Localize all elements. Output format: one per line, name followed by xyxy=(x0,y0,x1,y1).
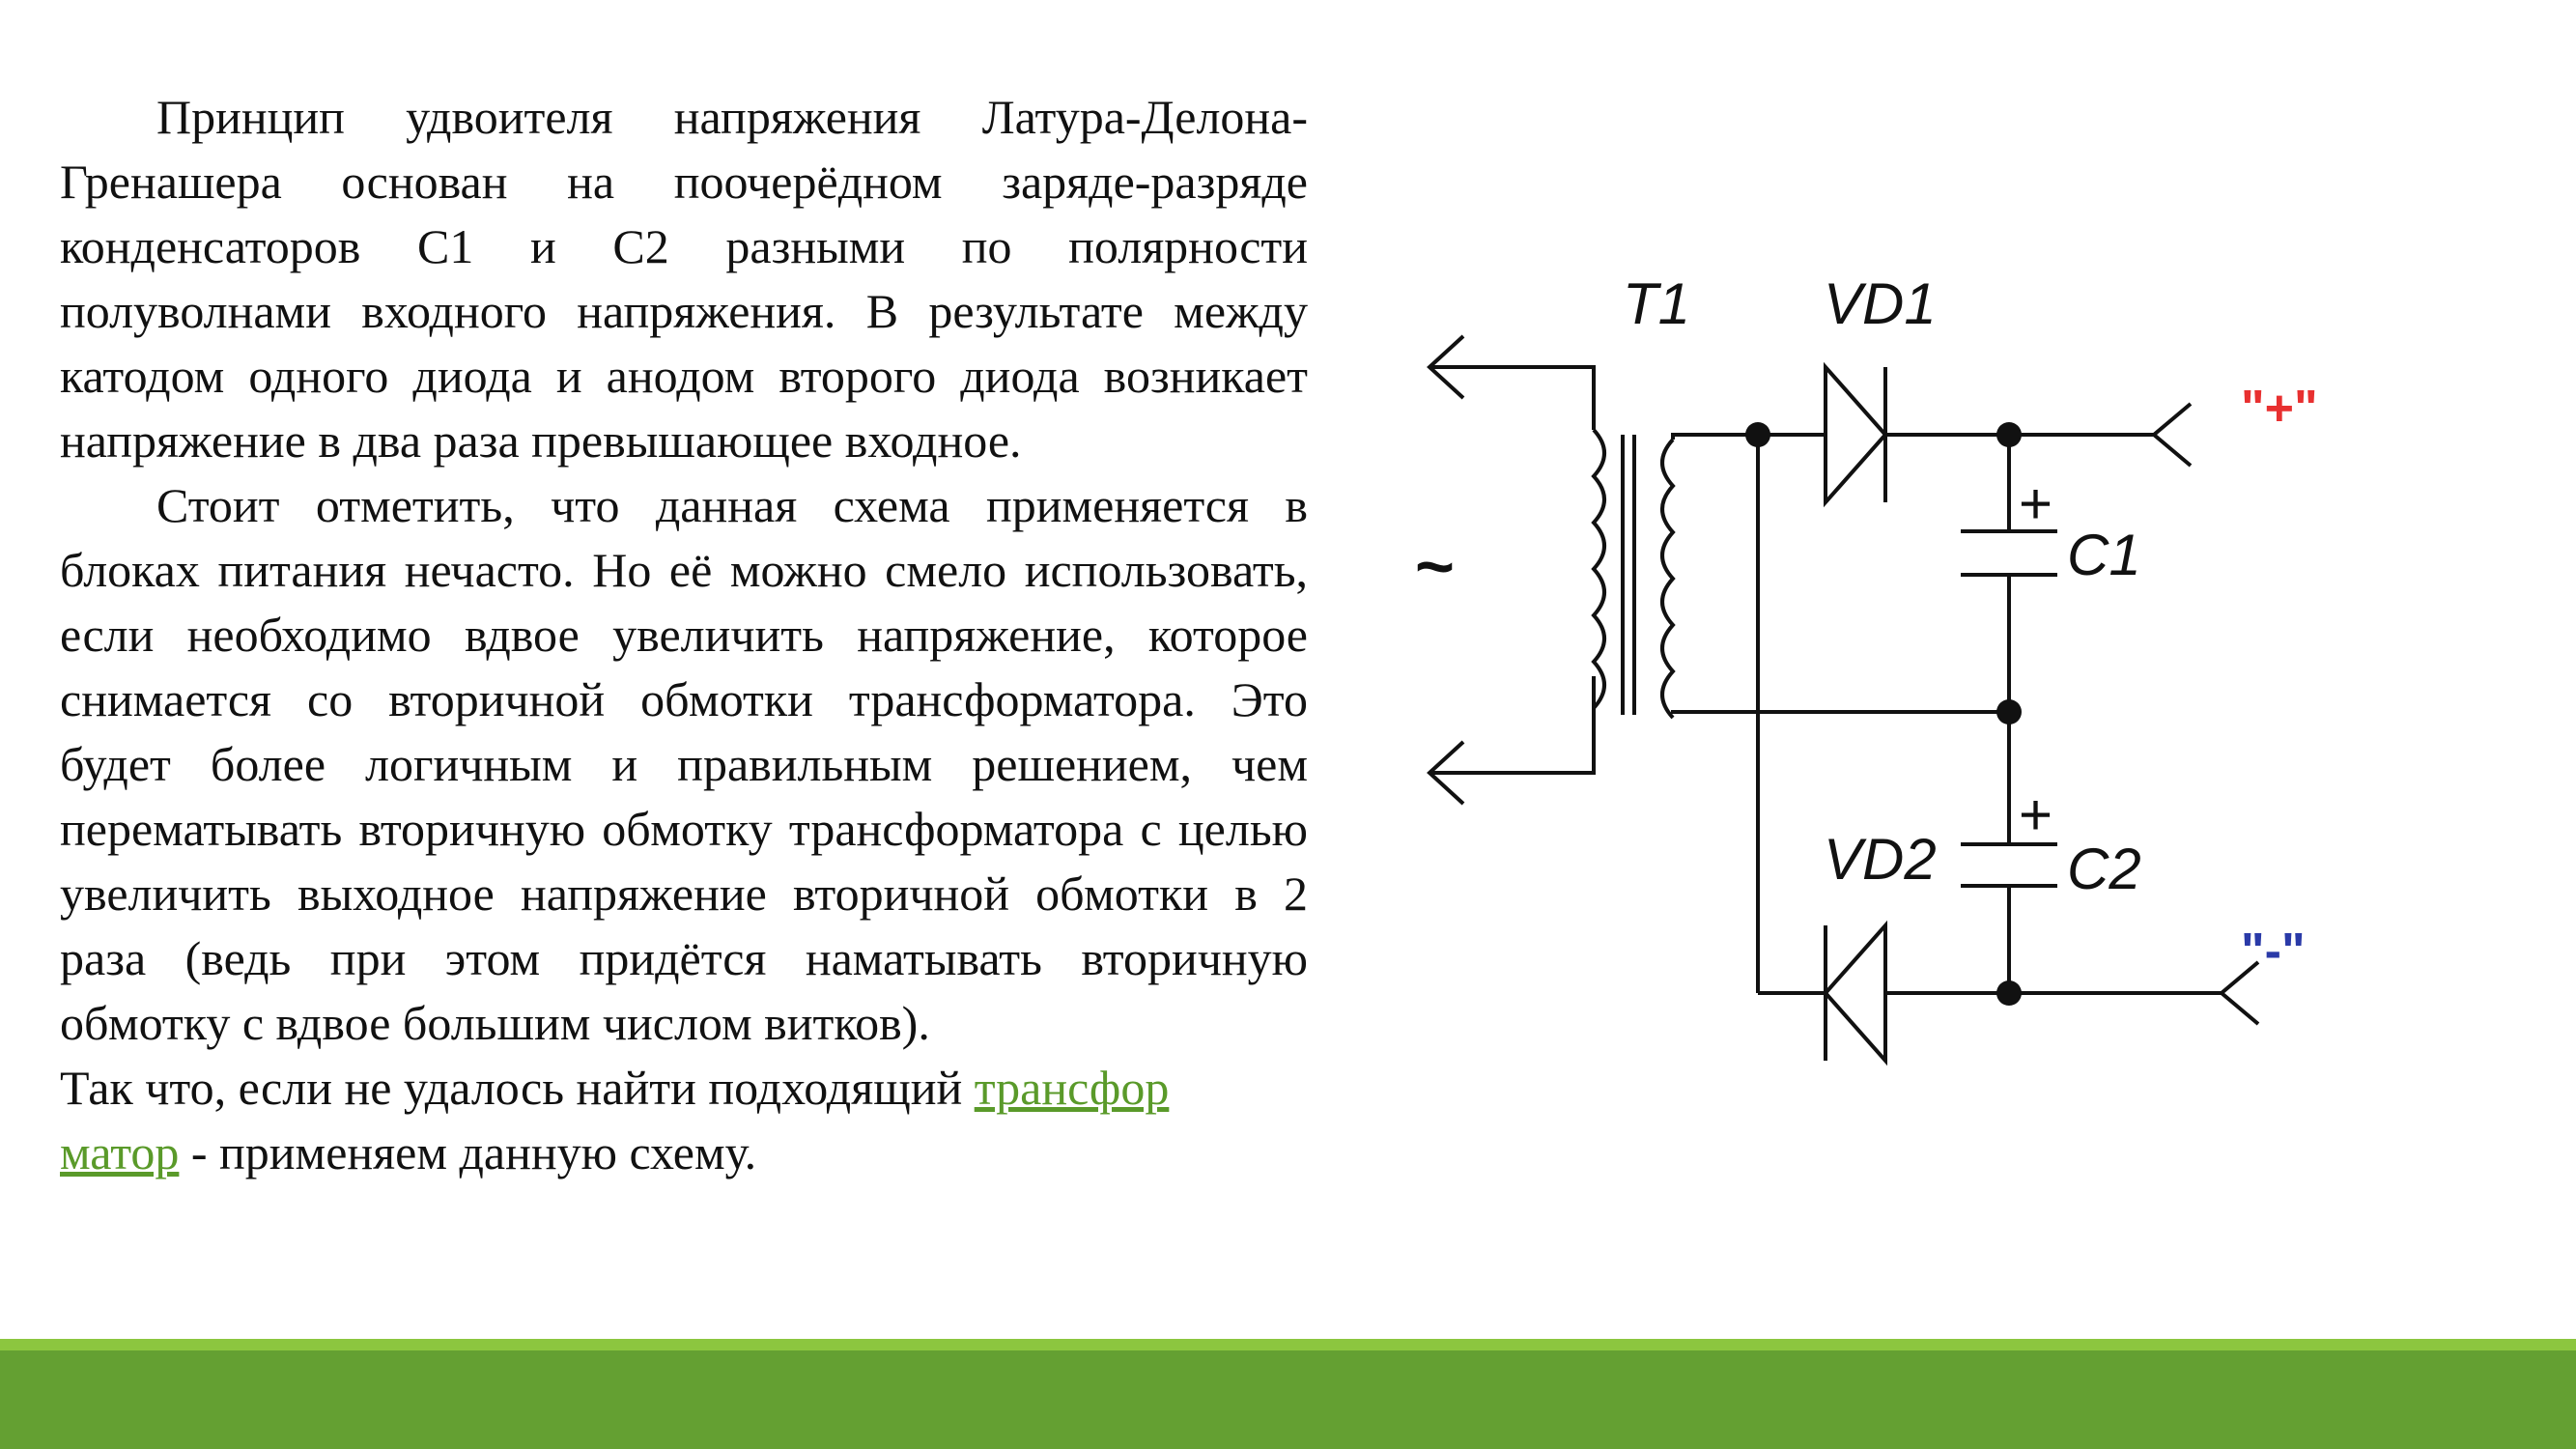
junction-dot xyxy=(1996,422,2022,447)
junction-dot xyxy=(1745,422,1770,447)
voltage-doubler-schematic xyxy=(1391,242,2453,1111)
capacitor-c2-icon xyxy=(1961,844,2057,886)
capacitor-c1-icon xyxy=(1961,531,2057,575)
junction-dot xyxy=(1996,980,2022,1006)
capacitor-c1-label: C1 xyxy=(2067,523,2141,587)
input-ac-symbol: ~ xyxy=(1415,528,1455,604)
diode-vd2-icon xyxy=(1826,925,1885,1061)
paragraph-usage: Стоит отметить, что данная схема применяется в блоках питания нечасто. Но её можно смело использовать, если необходимо вдвое увеличить напряжение, которое снимается со вторичной обмотки трансформатора. Это будет более логичным и правильным решением, чем перематывать вторичную обмотку трансформатора с целью увеличить выходное напряжение вторичной обмотки в 2 раза (ведь при этом придётся наматывать вторичную обмотку с вдвое большим числом витков). xyxy=(60,478,1308,1050)
body-text xyxy=(60,85,1308,1185)
footer-stripe xyxy=(0,1339,2576,1350)
output-plus-arrow-icon xyxy=(2154,404,2191,466)
diode-vd1-icon xyxy=(1826,367,1885,502)
transformer-link-part2: матор xyxy=(60,1125,180,1179)
capacitor-c1-polarity: + xyxy=(2019,471,2053,536)
footer-bar xyxy=(0,1350,2576,1449)
transformer-label: T1 xyxy=(1623,271,1691,336)
output-plus-label: "+" xyxy=(2241,381,2318,437)
transformer-t1 xyxy=(1594,430,1673,718)
diode-vd1-label: VD1 xyxy=(1824,271,1937,336)
transformer-link-part1: трансфор xyxy=(974,1061,1170,1115)
conclusion-text-end: - применяем данную схему. xyxy=(179,1125,757,1179)
diode-vd2-label: VD2 xyxy=(1824,827,1937,892)
junction-dot xyxy=(1996,699,2022,724)
paragraph-conclusion xyxy=(60,1056,1308,1185)
input-bottom-arrow-icon xyxy=(1430,676,1594,804)
paragraph-principle: Принцип удвоителя напряжения Латура-Делона-Гренашера основан на поочерёдном заряде-разряде конденсаторов С1 и С2 разными по полярности полуволнами входного напряжения. В результате между катодом одного диода и анодом второго диода возникает напряжение в два раза превышающее входное. xyxy=(60,90,1308,468)
conclusion-text-start: Так что, если не удалось найти подходящий xyxy=(60,1061,975,1115)
capacitor-c2-polarity: + xyxy=(2019,782,2053,847)
capacitor-c2-label: C2 xyxy=(2067,837,2141,901)
input-top-arrow-icon xyxy=(1430,336,1594,430)
output-minus-label: "-" xyxy=(2241,923,2306,980)
